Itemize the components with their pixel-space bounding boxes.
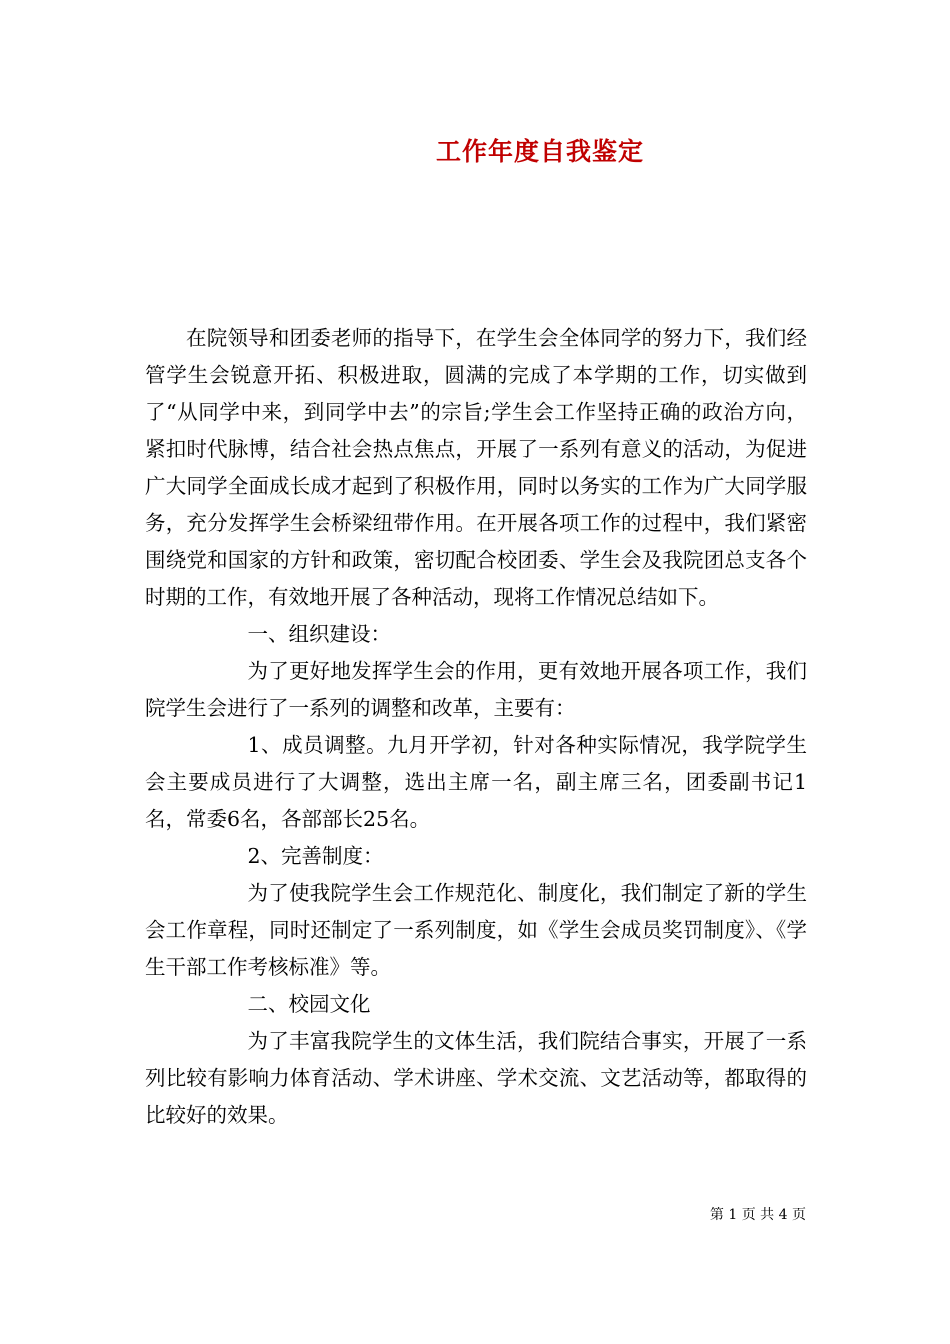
section-heading-organization: 一、组织建设： bbox=[247, 622, 391, 646]
paragraph-member-adjustment: 1、成员调整。九月开学初，针对各种实际情况，我学院学生会主要成员进行了大调整，选出主席一名，副主席三名，团委副书记1名，常委6名，各部部长25名。 bbox=[145, 733, 807, 831]
page-number-footer: 第 1 页 共 4 页 bbox=[709, 1207, 806, 1223]
paragraph-organization-intro: 为了更好地发挥学生会的作用，更有效地开展各项工作，我们院学生会进行了一系列的调整和改革，主要有： bbox=[145, 659, 807, 720]
section-heading-campus-culture: 二、校园文化 bbox=[247, 992, 371, 1016]
paragraph-intro: 在院领导和团委老师的指导下，在学生会全体同学的努力下，我们经管学生会锐意开拓、积极进取，圆满的完成了本学期的工作，切实做到了“从同学中来，到同学中去”的宗旨;学生会工作坚持正确的政治方向，紧扣时代脉博，结合社会热点焦点，开展了一系列有意义的活动，为促进广大同学全面成长成才起到了积极作用，同时以务实的工作为广大同学服务，充分发挥学生会桥梁纽带作用。在开展各项工作的过程中，我们紧密围绕党和国家的方针和政策，密切配合校团委、学生会及我院团总支各个时期的工作，有效地开展了各种活动，现将工作情况总结如下。 bbox=[145, 326, 807, 609]
paragraph-campus-culture: 为了丰富我院学生的文体生活，我们院结合事实，开展了一系列比较有影响力体育活动、学术讲座、学术交流、文艺活动等，都取得的比较好的效果。 bbox=[145, 1029, 807, 1127]
paragraph-improve-system: 为了使我院学生会工作规范化、制度化，我们制定了新的学生会工作章程，同时还制定了一系列制度，如《学生会成员奖罚制度》、《学生干部工作考核标准》等。 bbox=[145, 881, 807, 979]
document-body bbox=[145, 320, 807, 1134]
subheading-improve-system: 2、完善制度： bbox=[247, 844, 384, 868]
document-title: 工作年度自我鉴定 bbox=[435, 137, 644, 166]
